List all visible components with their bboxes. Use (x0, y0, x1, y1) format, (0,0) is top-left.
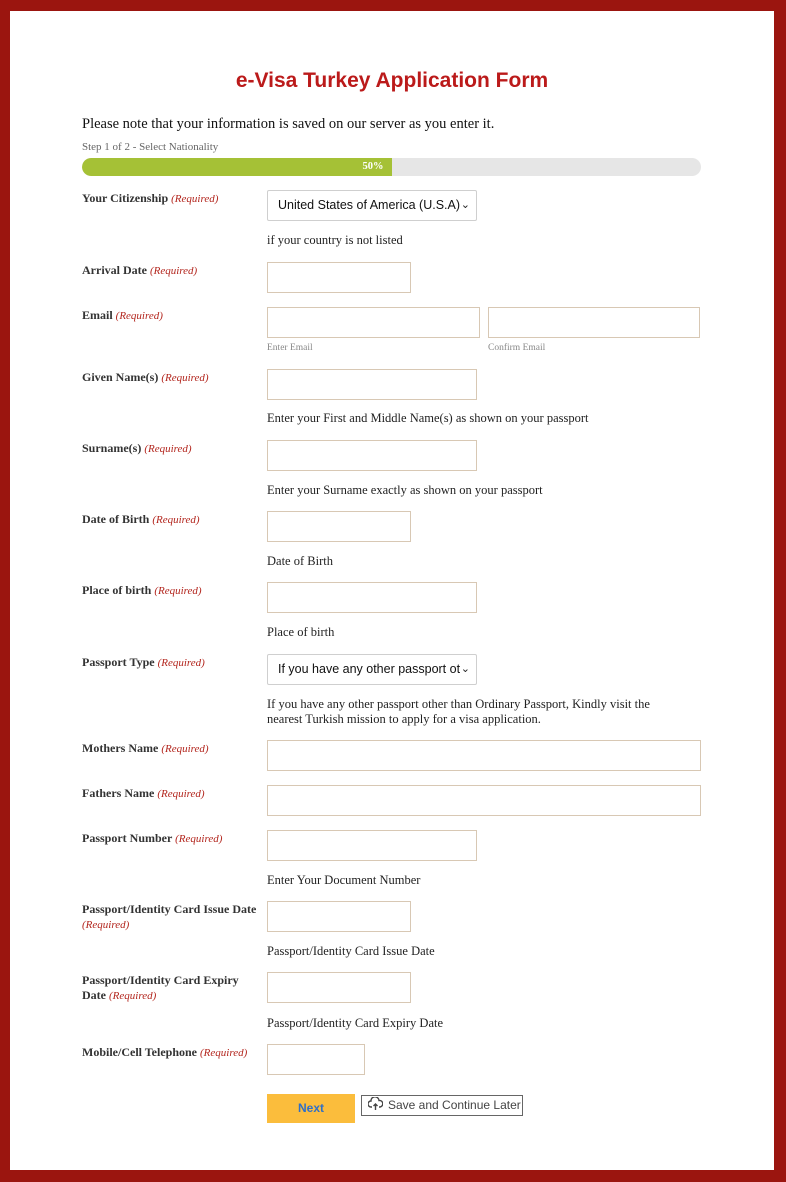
required-marker: (Required) (149, 265, 198, 277)
required-marker: (Required) (82, 919, 130, 931)
expiry-date-input[interactable] (267, 972, 411, 1003)
save-continue-later-button[interactable] (361, 1095, 523, 1116)
dob-label: Date of Birth (Required) (82, 512, 200, 526)
passport-number-input[interactable] (267, 830, 477, 861)
confirm-email-sublabel: Confirm Email (488, 343, 546, 353)
step-indicator: Step 1 of 2 - Select Nationality (82, 141, 219, 153)
citizenship-select[interactable]: United States of America (U.S.A) ⌄ (267, 190, 477, 221)
issue-date-input[interactable] (267, 901, 411, 932)
pob-input[interactable] (267, 582, 477, 613)
required-marker: (Required) (161, 743, 209, 755)
issue-date-label: Passport/Identity Card Issue Date (Required) (82, 902, 257, 931)
phone-label: Mobile/Cell Telephone (Required) (82, 1045, 248, 1059)
required-marker: (Required) (115, 310, 163, 322)
fathers-name-input[interactable] (267, 785, 701, 816)
cloud-upload-icon (368, 1097, 383, 1116)
expiry-date-label: Passport/Identity Card Expiry Date (Required) (82, 973, 239, 1002)
save-note: Please note that your information is saved on our server as you enter it. (82, 116, 495, 132)
required-marker: (Required) (175, 833, 223, 845)
required-marker: (Required) (157, 788, 205, 800)
given-name-label: Given Name(s) (Required) (82, 370, 209, 384)
citizenship-hint: if your country is not listed (267, 233, 403, 247)
arrival-label: Arrival Date (Required) (82, 263, 198, 277)
pob-hint: Place of birth (267, 625, 335, 639)
passport-number-hint: Enter Your Document Number (267, 873, 421, 887)
email-label: Email (Required) (82, 308, 163, 322)
citizenship-label: Your Citizenship (Required) (82, 191, 219, 205)
required-marker: (Required) (157, 657, 205, 669)
progress-fill: 50% (82, 158, 392, 176)
chevron-down-icon: ⌄ (460, 663, 470, 675)
issue-date-hint: Passport/Identity Card Issue Date (267, 944, 435, 958)
dob-input[interactable] (267, 511, 411, 542)
next-button[interactable]: Next (267, 1094, 355, 1123)
passport-type-select[interactable]: If you have any other passport ot ⌄ (267, 654, 477, 685)
chevron-down-icon: ⌄ (460, 199, 470, 211)
enter-email-sublabel: Enter Email (267, 343, 313, 353)
passport-type-label: Passport Type (Required) (82, 655, 205, 669)
surname-input[interactable] (267, 440, 477, 471)
email-input[interactable] (267, 307, 480, 338)
dob-hint: Date of Birth (267, 554, 333, 568)
required-marker: (Required) (200, 1047, 248, 1059)
required-marker: (Required) (154, 585, 202, 597)
required-marker: (Required) (161, 372, 209, 384)
mothers-name-input[interactable] (267, 740, 701, 771)
required-marker: (Required) (171, 193, 219, 205)
form-container (10, 11, 774, 1170)
passport-number-label: Passport Number (Required) (82, 831, 223, 845)
surname-hint: Enter your Surname exactly as shown on your passport (267, 483, 543, 497)
passport-type-hint-2: nearest Turkish mission to apply for a visa application. (267, 712, 541, 726)
progress-bar (82, 158, 701, 176)
phone-input[interactable] (267, 1044, 365, 1075)
arrival-date-input[interactable] (267, 262, 411, 293)
required-marker: (Required) (109, 990, 157, 1002)
required-marker: (Required) (152, 514, 200, 526)
save-button-label: Save and Continue Later (388, 1098, 521, 1112)
passport-type-hint-1: If you have any other passport other than Ordinary Passport, Kindly visit the (267, 697, 650, 711)
page-title: e-Visa Turkey Application Form (235, 69, 549, 92)
given-name-input[interactable] (267, 369, 477, 400)
given-name-hint: Enter your First and Middle Name(s) as shown on your passport (267, 411, 589, 425)
confirm-email-input[interactable] (488, 307, 700, 338)
expiry-date-hint: Passport/Identity Card Expiry Date (267, 1016, 444, 1030)
pob-label: Place of birth (Required) (82, 583, 202, 597)
required-marker: (Required) (144, 443, 192, 455)
mothers-name-label: Mothers Name (Required) (82, 741, 209, 755)
fathers-name-label: Fathers Name (Required) (82, 786, 205, 800)
surname-label: Surname(s) (Required) (82, 441, 192, 455)
